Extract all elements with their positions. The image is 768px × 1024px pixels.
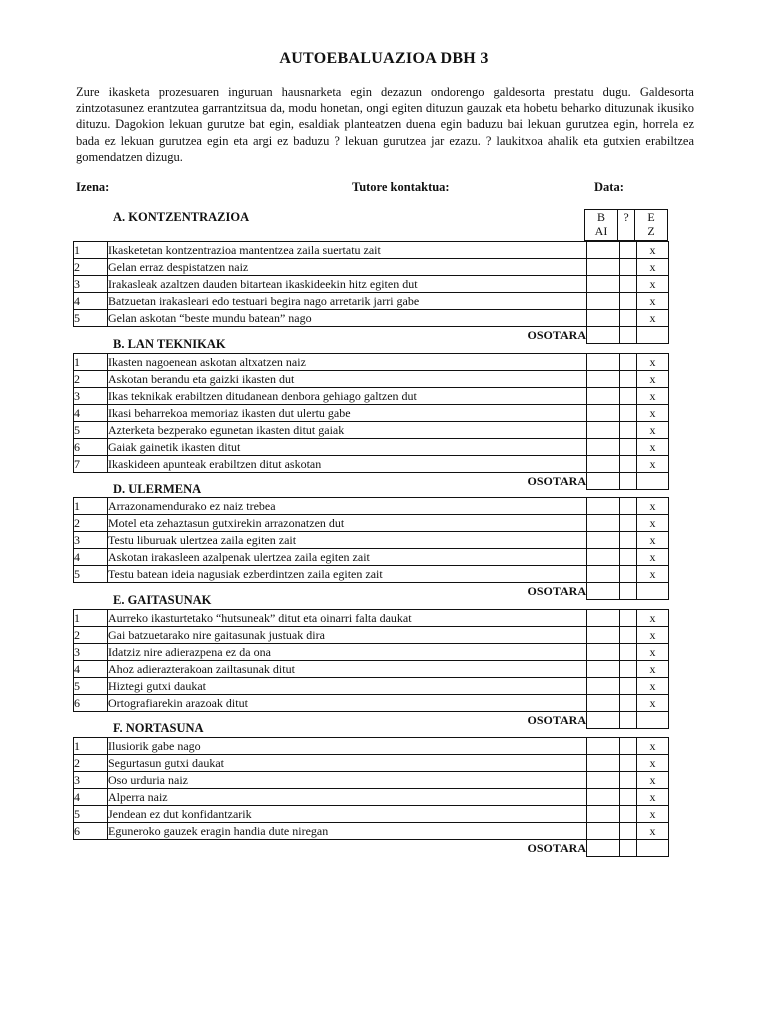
section-title: B. LAN TEKNIKAK [113, 337, 226, 351]
ez-checkbox-cell[interactable]: x [637, 276, 669, 293]
table-row [74, 371, 669, 388]
table-row [74, 276, 669, 293]
ez-checkbox-cell[interactable]: x [637, 549, 669, 566]
item-statement: Ikasten nagoenean askotan altxatzen naiz [108, 354, 587, 371]
total-unsure-cell[interactable] [620, 583, 637, 600]
total-bai-cell[interactable] [587, 712, 620, 729]
item-statement: Jendean ez dut konfidantzarik [108, 806, 587, 823]
table-row [74, 823, 669, 840]
total-spacer [74, 583, 108, 600]
item-number: 1 [74, 354, 108, 371]
ez-checkbox-cell[interactable]: x [637, 422, 669, 439]
ez-checkbox-cell[interactable]: x [637, 566, 669, 583]
table-row [74, 310, 669, 327]
unsure-checkbox-cell[interactable] [620, 738, 637, 755]
unsure-checkbox-cell[interactable] [620, 456, 637, 473]
item-number: 1 [74, 738, 108, 755]
total-spacer [74, 712, 108, 729]
item-number: 3 [74, 644, 108, 661]
total-ez-cell[interactable] [637, 327, 669, 344]
item-number: 4 [74, 549, 108, 566]
item-number: 2 [74, 259, 108, 276]
section-table [73, 241, 669, 344]
unsure-checkbox-cell[interactable] [620, 610, 637, 627]
ez-checkbox-cell[interactable]: x [637, 242, 669, 259]
item-statement: Aurreko ikasturtetako “hutsuneak” ditut eta oinarri falta daukat [108, 610, 587, 627]
column-header-bai-line2: AI [594, 224, 608, 238]
ez-checkbox-cell[interactable]: x [637, 405, 669, 422]
item-number: 3 [74, 388, 108, 405]
bai-checkbox-cell[interactable] [587, 242, 620, 259]
item-statement: Ikaskideen apunteak erabiltzen ditut askotan [108, 456, 587, 473]
bai-checkbox-cell[interactable] [587, 610, 620, 627]
unsure-checkbox-cell[interactable] [620, 661, 637, 678]
table-row [74, 806, 669, 823]
item-number: 2 [74, 515, 108, 532]
unsure-checkbox-cell[interactable] [620, 293, 637, 310]
ez-checkbox-cell[interactable]: x [637, 789, 669, 806]
unsure-checkbox-cell[interactable] [620, 276, 637, 293]
bai-checkbox-cell[interactable] [587, 515, 620, 532]
item-statement: Askotan irakasleen azalpenak ulertzea zaila egiten zait [108, 549, 587, 566]
bai-checkbox-cell[interactable] [587, 498, 620, 515]
item-number: 6 [74, 695, 108, 712]
item-number: 6 [74, 439, 108, 456]
bai-checkbox-cell[interactable] [587, 354, 620, 371]
section-title: A. KONTZENTRAZIOA [113, 210, 250, 224]
item-number: 3 [74, 772, 108, 789]
item-statement: Gaiak gainetik ikasten ditut [108, 439, 587, 456]
item-number: 2 [74, 371, 108, 388]
unsure-checkbox-cell[interactable] [620, 806, 637, 823]
item-number: 5 [74, 806, 108, 823]
ez-checkbox-cell[interactable]: x [637, 610, 669, 627]
item-statement: Batzuetan irakasleari edo testuari begira nago arretarik jarri gabe [108, 293, 587, 310]
total-spacer [74, 473, 108, 490]
table-row [74, 644, 669, 661]
unsure-checkbox-cell[interactable] [620, 789, 637, 806]
total-bai-cell[interactable] [587, 583, 620, 600]
table-row [74, 661, 669, 678]
unsure-checkbox-cell[interactable] [620, 532, 637, 549]
bai-checkbox-cell[interactable] [587, 371, 620, 388]
column-header-unsure [617, 209, 635, 241]
total-bai-cell[interactable] [587, 473, 620, 490]
item-statement: Ikas teknikak erabiltzen ditudanean denbora gehiago galtzen dut [108, 388, 587, 405]
bai-checkbox-cell[interactable] [587, 755, 620, 772]
item-number: 2 [74, 627, 108, 644]
ez-checkbox-cell[interactable]: x [637, 456, 669, 473]
section-table [73, 737, 669, 857]
table-row [74, 422, 669, 439]
unsure-checkbox-cell[interactable] [620, 695, 637, 712]
ez-checkbox-cell[interactable]: x [637, 293, 669, 310]
item-number: 5 [74, 678, 108, 695]
ez-checkbox-cell[interactable]: x [637, 644, 669, 661]
bai-checkbox-cell[interactable] [587, 405, 620, 422]
unsure-checkbox-cell[interactable] [620, 354, 637, 371]
item-number: 4 [74, 661, 108, 678]
unsure-checkbox-cell[interactable] [620, 405, 637, 422]
table-row [74, 456, 669, 473]
table-row [74, 293, 669, 310]
ez-checkbox-cell[interactable]: x [637, 515, 669, 532]
item-statement: Alperra naiz [108, 789, 587, 806]
bai-checkbox-cell[interactable] [587, 806, 620, 823]
item-statement: Idatziz nire adierazpena ez da ona [108, 644, 587, 661]
table-row [74, 738, 669, 755]
bai-checkbox-cell[interactable] [587, 678, 620, 695]
item-statement: Ikasketetan kontzentrazioa mantentzea zaila suertatu zait [108, 242, 587, 259]
item-statement: Ahoz adierazterakoan zailtasunak ditut [108, 661, 587, 678]
unsure-checkbox-cell[interactable] [620, 627, 637, 644]
table-row [74, 610, 669, 627]
total-label: OSOTARA [527, 840, 586, 855]
tutor-contact-label: Tutore kontaktua: [352, 180, 450, 194]
bai-checkbox-cell[interactable] [587, 388, 620, 405]
unsure-checkbox-cell[interactable] [620, 422, 637, 439]
total-row [74, 840, 669, 857]
bai-checkbox-cell[interactable] [587, 789, 620, 806]
total-ez-cell[interactable] [637, 712, 669, 729]
ez-checkbox-cell[interactable]: x [637, 755, 669, 772]
table-row [74, 627, 669, 644]
ez-checkbox-cell[interactable]: x [637, 354, 669, 371]
total-bai-cell[interactable] [587, 840, 620, 857]
column-header-ez [634, 209, 668, 241]
ez-checkbox-cell[interactable]: x [637, 806, 669, 823]
date-label: Data: [594, 180, 624, 194]
section-title: F. NORTASUNA [113, 721, 204, 735]
item-statement: Gelan erraz despistatzen naiz [108, 259, 587, 276]
bai-checkbox-cell[interactable] [587, 566, 620, 583]
item-number: 3 [74, 532, 108, 549]
column-header-ez-line1: E [647, 210, 655, 224]
ez-checkbox-cell[interactable]: x [637, 661, 669, 678]
unsure-checkbox-cell[interactable] [620, 566, 637, 583]
total-unsure-cell[interactable] [620, 712, 637, 729]
unsure-checkbox-cell[interactable] [620, 772, 637, 789]
item-number: 2 [74, 755, 108, 772]
table-row [74, 498, 669, 515]
column-header-ez-line2: Z [647, 224, 655, 238]
total-unsure-cell[interactable] [620, 840, 637, 857]
bai-checkbox-cell[interactable] [587, 439, 620, 456]
item-statement: Irakasleak azaltzen dauden bitartean ikaskideekin hitz egiten dut [108, 276, 587, 293]
page-title: AUTOEBALUAZIOA DBH 3 [279, 50, 489, 67]
ez-checkbox-cell[interactable]: x [637, 678, 669, 695]
item-number: 5 [74, 566, 108, 583]
ez-checkbox-cell[interactable]: x [637, 823, 669, 840]
bai-checkbox-cell[interactable] [587, 738, 620, 755]
section-table [73, 497, 669, 600]
item-number: 3 [74, 276, 108, 293]
unsure-checkbox-cell[interactable] [620, 549, 637, 566]
item-statement: Ikasi beharrekoa memoriaz ikasten dut ulertu gabe [108, 405, 587, 422]
table-row [74, 678, 669, 695]
item-statement: Oso urduria naiz [108, 772, 587, 789]
unsure-checkbox-cell[interactable] [620, 259, 637, 276]
ez-checkbox-cell[interactable]: x [637, 772, 669, 789]
item-number: 1 [74, 242, 108, 259]
total-ez-cell[interactable] [637, 583, 669, 600]
total-label: OSOTARA [527, 327, 586, 342]
item-number: 4 [74, 405, 108, 422]
table-row [74, 439, 669, 456]
ez-checkbox-cell[interactable]: x [637, 439, 669, 456]
ez-checkbox-cell[interactable]: x [637, 259, 669, 276]
bai-checkbox-cell[interactable] [587, 627, 620, 644]
table-row [74, 772, 669, 789]
item-statement: Motel eta zehaztasun gutxirekin arrazonatzen dut [108, 515, 587, 532]
unsure-checkbox-cell[interactable] [620, 678, 637, 695]
item-number: 1 [74, 498, 108, 515]
column-header-unsure-label: ? [623, 210, 629, 224]
item-statement: Segurtasun gutxi daukat [108, 755, 587, 772]
table-row [74, 259, 669, 276]
ez-checkbox-cell[interactable]: x [637, 738, 669, 755]
table-row [74, 695, 669, 712]
item-statement: Hiztegi gutxi daukat [108, 678, 587, 695]
item-statement: Testu batean ideia nagusiak ezberdintzen zaila egiten zait [108, 566, 587, 583]
table-row [74, 515, 669, 532]
column-header-bai-line1: B [596, 210, 605, 224]
total-label: OSOTARA [527, 583, 586, 598]
item-statement: Ilusiorik gabe nago [108, 738, 587, 755]
total-ez-cell[interactable] [637, 840, 669, 857]
ez-checkbox-cell[interactable]: x [637, 695, 669, 712]
table-row [74, 242, 669, 259]
unsure-checkbox-cell[interactable] [620, 823, 637, 840]
ez-checkbox-cell[interactable]: x [637, 371, 669, 388]
table-row [74, 354, 669, 371]
bai-checkbox-cell[interactable] [587, 772, 620, 789]
bai-checkbox-cell[interactable] [587, 276, 620, 293]
bai-checkbox-cell[interactable] [587, 532, 620, 549]
unsure-checkbox-cell[interactable] [620, 755, 637, 772]
unsure-checkbox-cell[interactable] [620, 498, 637, 515]
bai-checkbox-cell[interactable] [587, 293, 620, 310]
ez-checkbox-cell[interactable]: x [637, 532, 669, 549]
ez-checkbox-cell[interactable]: x [637, 388, 669, 405]
unsure-checkbox-cell[interactable] [620, 644, 637, 661]
table-row [74, 532, 669, 549]
bai-checkbox-cell[interactable] [587, 823, 620, 840]
name-label: Izena: [76, 180, 110, 194]
item-number: 5 [74, 422, 108, 439]
bai-checkbox-cell[interactable] [587, 422, 620, 439]
total-spacer [74, 327, 108, 344]
section-title: D. ULERMENA [113, 482, 202, 496]
item-statement: Azterketa bezperako egunetan ikasten ditut gaiak [108, 422, 587, 439]
bai-checkbox-cell[interactable] [587, 549, 620, 566]
ez-checkbox-cell[interactable]: x [637, 310, 669, 327]
table-row [74, 388, 669, 405]
item-statement: Eguneroko gauzek eragin handia dute niregan [108, 823, 587, 840]
item-statement: Gai batzuetarako nire gaitasunak justuak dira [108, 627, 587, 644]
unsure-checkbox-cell[interactable] [620, 242, 637, 259]
total-bai-cell[interactable] [587, 327, 620, 344]
total-spacer [74, 840, 108, 857]
item-statement: Askotan berandu eta gaizki ikasten dut [108, 371, 587, 388]
total-unsure-cell[interactable] [620, 473, 637, 490]
section-table [73, 353, 669, 490]
ez-checkbox-cell[interactable]: x [637, 498, 669, 515]
total-ez-cell[interactable] [637, 473, 669, 490]
bai-checkbox-cell[interactable] [587, 644, 620, 661]
item-number: 6 [74, 823, 108, 840]
item-number: 4 [74, 293, 108, 310]
column-header-bai [584, 209, 618, 241]
unsure-checkbox-cell[interactable] [620, 388, 637, 405]
item-number: 1 [74, 610, 108, 627]
section-title: E. GAITASUNAK [113, 593, 212, 607]
table-row [74, 405, 669, 422]
total-label: OSOTARA [527, 473, 586, 488]
bai-checkbox-cell[interactable] [587, 695, 620, 712]
unsure-checkbox-cell[interactable] [620, 371, 637, 388]
total-label: OSOTARA [527, 712, 586, 727]
intro-paragraph: Zure ikasketa prozesuaren inguruan hausnarketa egin dezazun ondorengo galdesorta prestatu dugu. Galdesorta zintzotasunez erantzutea garrantzitsua da, modu honetan, ongi egiten dituzun gauzak eta hobetu beharko dituzunak ikusiko dituzu. Dagokion lekuan gurutze bat egin, esaldiak planteatzen duena egin baduzu bai lekuan gurutzea egin, horrela ez bada ez lekuan gurutzea egin eta argi ez baduzu ? lekuan gurutzea jar ezazu. ? laukitxoa ahalik eta gutxien erabiltzea gomendatzen dizugu. [76, 85, 694, 164]
table-row [74, 755, 669, 772]
total-unsure-cell[interactable] [620, 327, 637, 344]
item-statement: Testu liburuak ulertzea zaila egiten zait [108, 532, 587, 549]
table-row [74, 789, 669, 806]
item-statement: Ortografiarekin arazoak ditut [108, 695, 587, 712]
unsure-checkbox-cell[interactable] [620, 310, 637, 327]
table-row [74, 549, 669, 566]
item-number: 5 [74, 310, 108, 327]
bai-checkbox-cell[interactable] [587, 456, 620, 473]
section-table [73, 609, 669, 729]
unsure-checkbox-cell[interactable] [620, 515, 637, 532]
table-row [74, 566, 669, 583]
ez-checkbox-cell[interactable]: x [637, 627, 669, 644]
item-number: 4 [74, 789, 108, 806]
item-statement: Gelan askotan “beste mundu batean” nago [108, 310, 587, 327]
bai-checkbox-cell[interactable] [587, 310, 620, 327]
item-number: 7 [74, 456, 108, 473]
bai-checkbox-cell[interactable] [587, 259, 620, 276]
unsure-checkbox-cell[interactable] [620, 439, 637, 456]
bai-checkbox-cell[interactable] [587, 661, 620, 678]
item-statement: Arrazonamendurako ez naiz trebea [108, 498, 587, 515]
